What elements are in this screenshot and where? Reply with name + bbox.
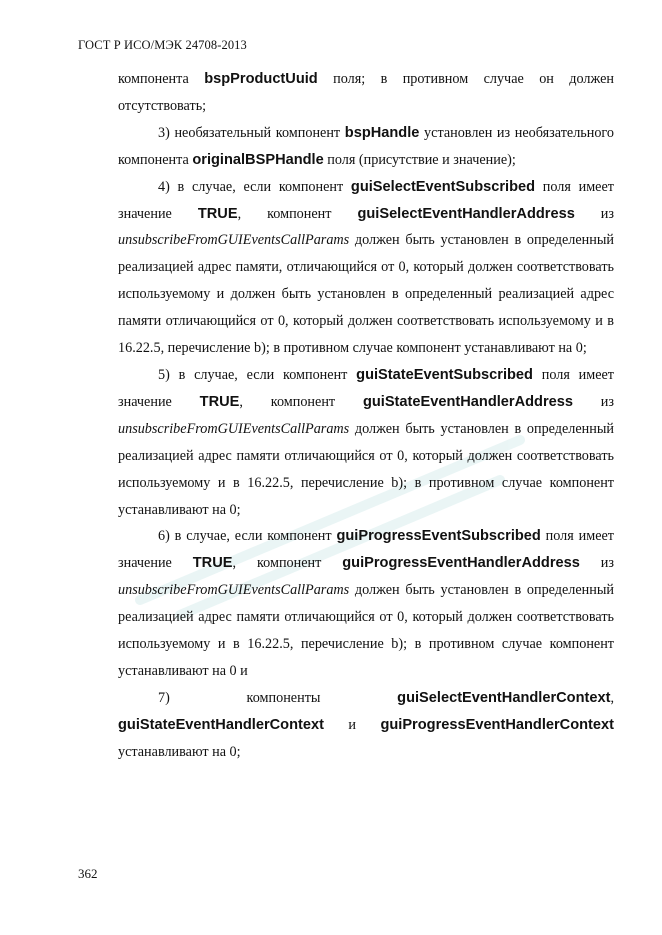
text-run: 5) в случае, если компонент [158, 366, 357, 383]
paragraph [118, 685, 614, 766]
text-run: и [323, 716, 381, 733]
text-run: должен быть установлен в определенный реализацией адрес памяти отличающийся от 0, который должен соответствовать используемому и в 16.22.5, перечисление b); в противном случае компонент устанавливают на 0; [118, 420, 614, 518]
code-identifier: guiSelectEventHandlerContext [397, 689, 611, 706]
text-run: должен быть установлен в определенный реализацией адрес памяти, отличающийся от 0, который должен соответствовать используемому и должен быть установлен в определенный реализацией адрес памяти отличающийся от 0, который должен соответствовать используемому и в 16.22.5, перечисление b); в противном случае компонент устанавливают на 0; [118, 232, 614, 357]
code-identifier: guiStateEventHandlerContext [118, 716, 324, 733]
code-identifier: TRUE [192, 555, 233, 572]
document-header: ГОСТ Р ИСО/МЭК 24708-2013 [78, 38, 247, 52]
code-identifier: bspHandle [344, 124, 420, 141]
italic-identifier: unsubscribeFromGUIEventsCallParams [118, 420, 350, 437]
paragraph [118, 66, 614, 120]
code-identifier: guiProgressEventSubscribed [336, 528, 541, 545]
code-identifier: guiStateEventHandlerAddress [362, 393, 573, 410]
code-identifier: guiSelectEventSubscribed [350, 178, 536, 195]
text-run: , [610, 689, 614, 706]
text-run: компонента [118, 71, 205, 87]
text-run: 7) компоненты [158, 689, 398, 706]
text-run: , компонент [239, 393, 363, 410]
italic-identifier: unsubscribeFromGUIEventsCallParams [118, 582, 350, 599]
text-run: устанавливают на 0; [118, 743, 241, 760]
code-identifier: guiProgressEventHandlerContext [380, 716, 614, 733]
text-run: поля имеет значение [118, 178, 614, 222]
text-run: поля имеет значение [118, 366, 614, 410]
text-run: 4) в случае, если компонент [158, 178, 351, 195]
text-run: из [574, 205, 615, 222]
text-run: , компонент [237, 205, 358, 222]
page-number: 362 [78, 866, 98, 881]
paragraph [118, 120, 614, 174]
paragraph [118, 523, 614, 684]
paragraph [118, 174, 614, 362]
text-run: 6) в случае, если компонент [158, 528, 337, 545]
text-run: должен быть установлен в определенный реализацией адрес памяти отличающийся от 0, который должен соответствовать используемому и в 16.22.5, перечисление b); в противном случае компонент устанавливают на 0 и [118, 582, 614, 679]
code-identifier: TRUE [197, 205, 238, 222]
text-run: , компонент [232, 555, 343, 572]
text-run: установлен из необязательного компонента [118, 124, 614, 168]
italic-identifier: unsubscribeFromGUIEventsCallParams [118, 232, 350, 249]
code-identifier: guiSelectEventHandlerAddress [357, 205, 575, 222]
code-identifier: bspProductUuid [204, 71, 318, 87]
text-run: из [572, 393, 615, 410]
text-run: поля имеет значение [118, 528, 614, 572]
code-identifier: guiProgressEventHandlerAddress [342, 555, 580, 572]
paragraph [118, 362, 614, 523]
code-identifier: originalBSPHandle [192, 151, 324, 168]
text-run: из [579, 555, 614, 572]
text-run: поля (присутствие и значение); [323, 151, 516, 168]
code-identifier: TRUE [199, 393, 240, 410]
text-run: 3) необязательный компонент [158, 124, 345, 141]
code-identifier: guiStateEventSubscribed [356, 366, 533, 383]
body-text [118, 66, 614, 766]
text-run: поля; в противном случае он должен отсутствовать; [118, 71, 614, 114]
